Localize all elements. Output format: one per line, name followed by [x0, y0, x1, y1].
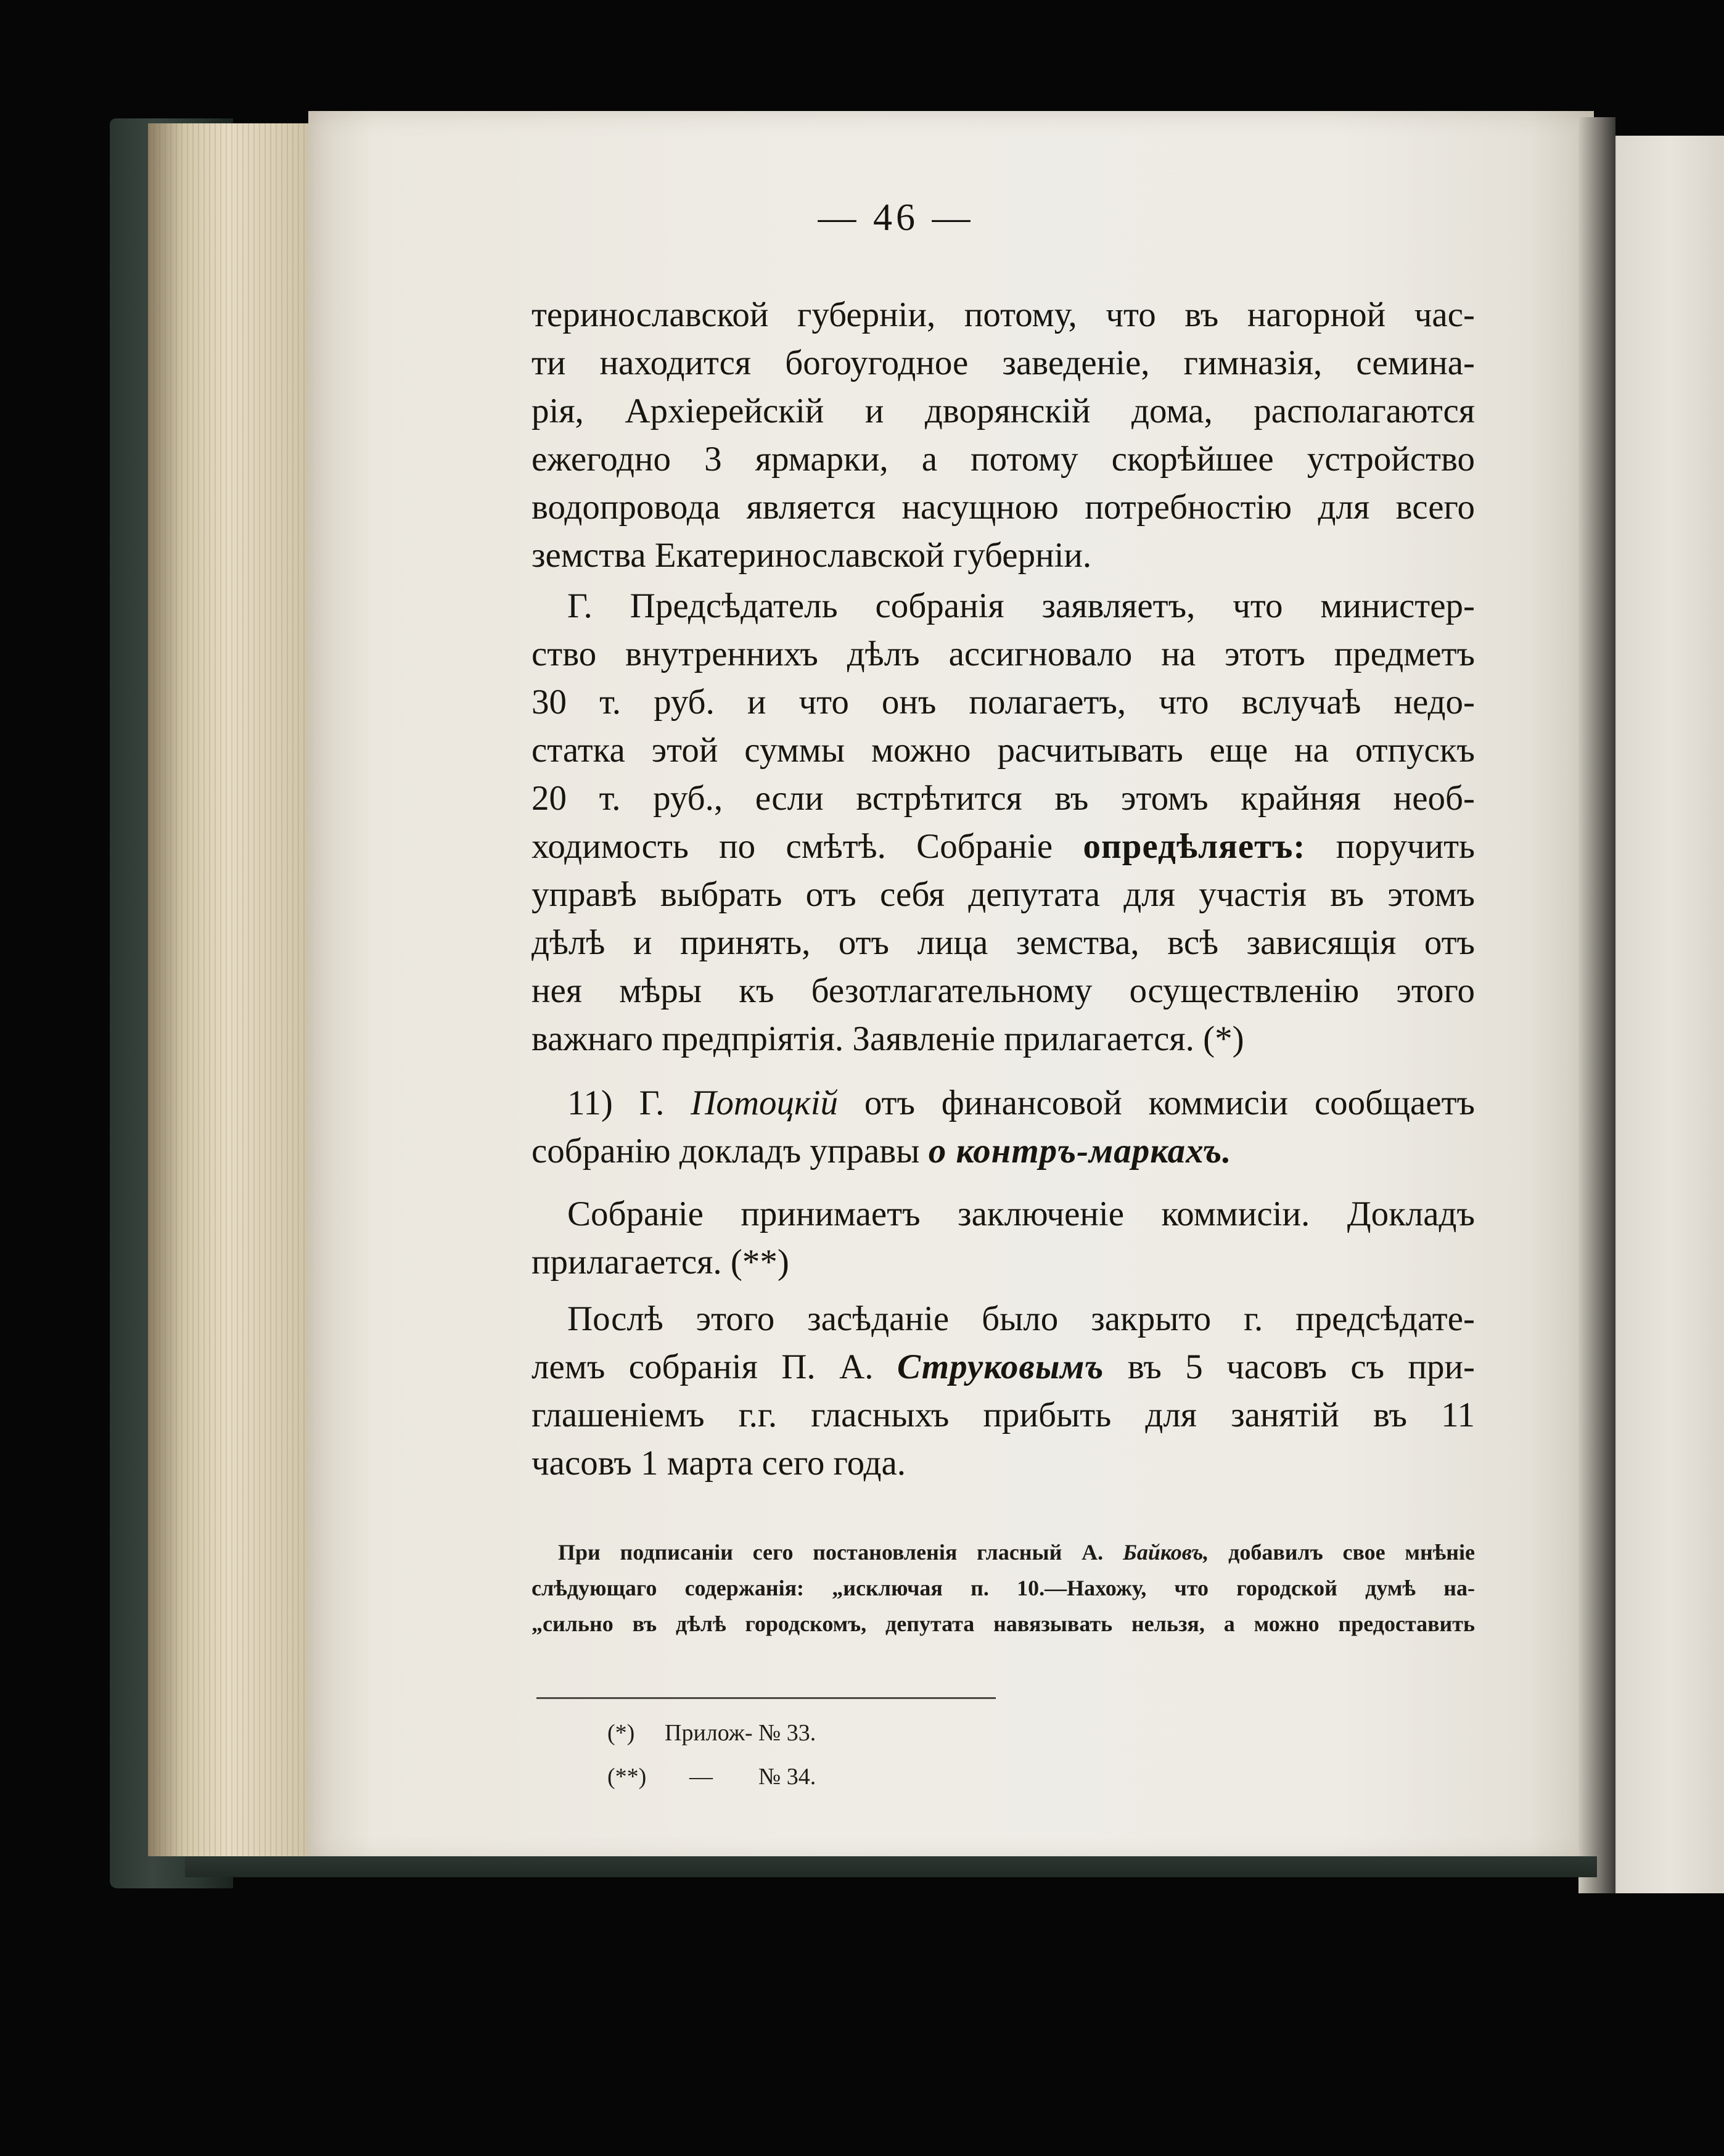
footnote-divider: [536, 1697, 996, 1699]
name-potocky: Потоцкій: [691, 1084, 839, 1122]
text-line: Г. Предсѣдатель собранія заявляетъ, что министер-: [567, 586, 1475, 625]
note-number: № 34.: [758, 1764, 816, 1790]
text-line: дѣлѣ и принять, отъ лица земства, всѣ зависящія отъ: [532, 923, 1475, 962]
text-line: 20 т. руб., если встрѣтится въ этомъ крайняя необ-: [532, 779, 1475, 818]
text-line: земства Екатеринославской губерніи.: [532, 536, 1092, 575]
page-number: — 46 —: [818, 197, 974, 239]
footnote-line: „сильно въ дѣлѣ городскомъ, депутата навязывать нельзя, а можно предоставить: [532, 1611, 1475, 1636]
text-line: водопровода является насущною потребностію для всего: [532, 488, 1475, 527]
footnote-line-mixed: [558, 1536, 1475, 1569]
book-gutter: [1578, 117, 1615, 1893]
text-line-mixed: [532, 823, 1475, 871]
name-baykov: Байковъ,: [1122, 1540, 1209, 1565]
text-line: ежегодно 3 ярмарки, а потому скорѣйшее устройство: [532, 440, 1475, 479]
name-strukovym: Струковымъ: [897, 1348, 1104, 1386]
text-run: При подписаніи сего постановленія гласный А.: [558, 1540, 1104, 1565]
text-line: прилагается. (**): [532, 1243, 789, 1282]
text-line: часовъ 1 марта сего года.: [532, 1444, 906, 1483]
text-run: лемъ собранія П. А.: [532, 1348, 874, 1386]
footnote-line: слѣдующаго содержанія: „исключая п. 10.—Нахожу, что городской думѣ на-: [532, 1576, 1475, 1600]
text-line: 30 т. руб. и что онъ полагаетъ, что вслучаѣ недо-: [532, 683, 1475, 722]
note-label: Прилож-: [665, 1720, 753, 1746]
text-run: отъ финансовой коммисіи сообщаетъ: [864, 1084, 1476, 1122]
text-line: ти находится богоугодное заведеніе, гимназія, семина-: [532, 344, 1475, 382]
book-cover-bottom: [185, 1856, 1597, 1877]
text-run: поручить: [1336, 827, 1476, 866]
text-line: управѣ выбрать отъ себя депутата для участія въ этомъ: [532, 875, 1475, 914]
text-line: теринославской губерніи, потому, что въ нагорной час-: [532, 295, 1475, 334]
text-line-mixed: [532, 1127, 1475, 1175]
adjacent-page: [1603, 136, 1724, 1893]
text-run: ходимость по смѣтѣ. Собраніе: [532, 827, 1053, 866]
note-mark: (*): [607, 1720, 635, 1746]
text-line-mixed: [567, 1079, 1475, 1127]
text-run: въ 5 часовъ съ при-: [1127, 1348, 1476, 1386]
emphasis-opredelyaet: опредѣляетъ:: [1083, 827, 1306, 866]
text-line-mixed: [532, 1343, 1475, 1391]
text-line: статка этой суммы можно расчитывать еще на отпускъ: [532, 731, 1475, 770]
text-line: ство внутреннихъ дѣлъ ассигновало на этотъ предметъ: [532, 635, 1475, 673]
note-number: № 33.: [758, 1720, 816, 1746]
text-run: добавилъ свое мнѣніе: [1228, 1540, 1476, 1565]
note-label: —: [689, 1764, 713, 1790]
page-edges: [148, 123, 327, 1856]
note-mark: (**): [607, 1764, 647, 1790]
text-line: Собраніе принимаетъ заключеніе коммисіи. Докладъ: [567, 1195, 1475, 1233]
emphasis-kontr-markah: о контръ-маркахъ.: [928, 1132, 1232, 1171]
text-run: собранію докладъ управы: [532, 1132, 920, 1171]
text-line: рія, Архіерейскій и дворянскій дома, располагаются: [532, 392, 1475, 430]
text-line: важнаго предпріятія. Заявленіе прилагается. (*): [532, 1019, 1244, 1058]
text-line: нея мѣры къ безотлагательному осуществленію этого: [532, 971, 1475, 1010]
text-line: глашеніемъ г.г. гласныхъ прибыть для занятій въ 11: [532, 1396, 1475, 1434]
text-run: 11) Г.: [567, 1084, 665, 1122]
text-line: Послѣ этого засѣданіе было закрыто г. предсѣдате-: [567, 1299, 1475, 1338]
